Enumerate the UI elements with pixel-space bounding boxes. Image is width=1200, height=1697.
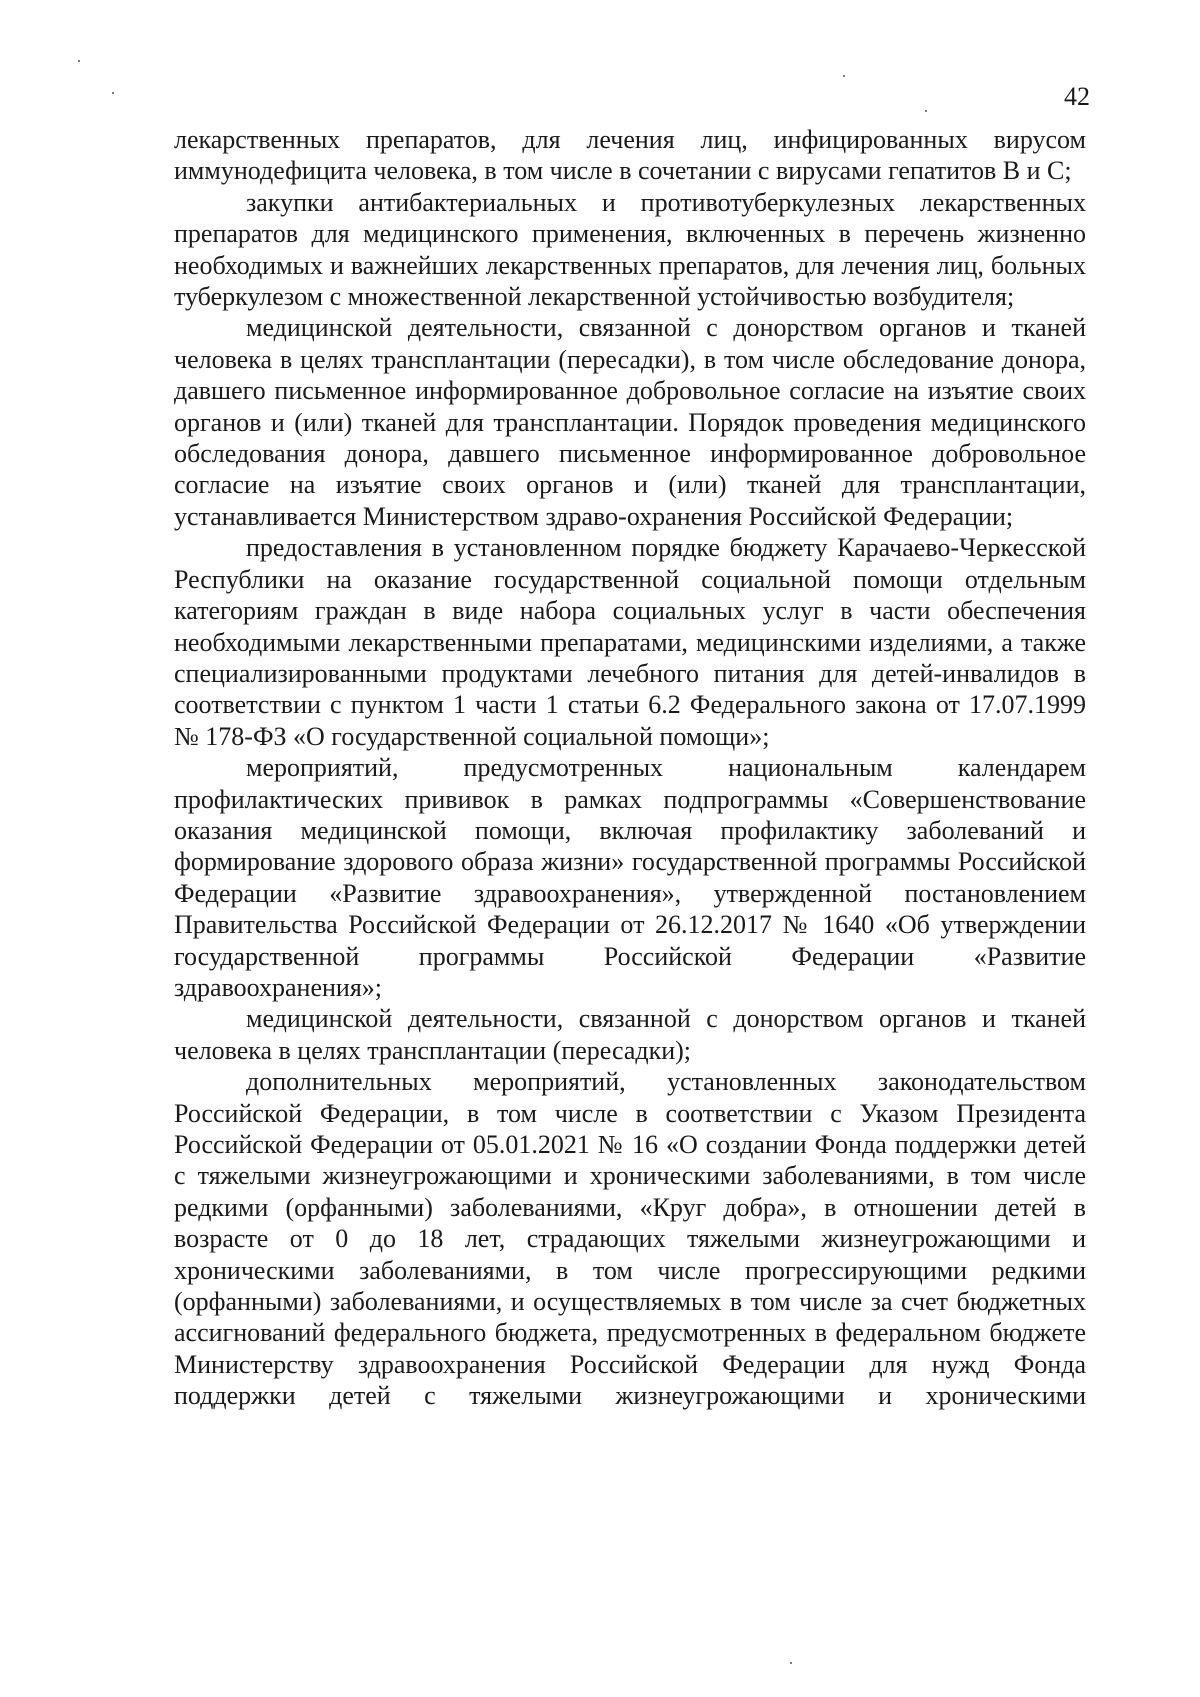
paragraph-4: предоставления в установленном порядке бюджету Карачаево-Черкесской Республики на оказание государственной социальной помощи отдельным категориям граждан в виде набора социальных услуг в части обеспечения необходимыми лекарственными препаратами, медицинскими изделиями, а также специализированными продуктами лечебного питания для детей-инвалидов в соответствии с пунктом 1 части 1 статьи 6.2 Федерального закона от 17.07.1999 № 178-ФЗ «О государственной социальной помощи»; [174,533,1086,751]
paragraph-7: дополнительных мероприятий, установленных законодательством Российской Федерации, в том числе в соответствии с Указом Президента Российской Федерации от 05.01.2021 № 16 «О создании Фонда поддержки детей с тяжелыми жизнеугрожающими и хроническими заболеваниями, в том числе редкими (орфанными) заболеваниями, «Круг добра», в отношении детей в возрасте от 0 до 18 лет, страдающих тяжелыми жизнеугрожающими и хроническими заболеваниями, в том числе прогрессирующими редкими (орфанными) заболеваниями, и осуществляемых в том числе за счет бюджетных ассигнований федерального бюджета, предусмотренных в федеральном бюджете Министерству здравоохранения Российской Федерации для нужд Фонда поддержки детей с тяжелыми жизнеугрожающими и хроническими [174,1067,1086,1411]
paragraph-1: лекарственных препаратов, для лечения лиц, инфицированных вирусом иммунодефицита человека, в том числе в сочетании с вирусами гепатитов В и С; [174,125,1086,186]
scan-speck [790,1662,792,1664]
scan-speck [843,75,845,77]
paragraph-3: медицинской деятельности, связанной с донорством органов и тканей человека в целях трансплантации (пересадки), в том числе обследование донора, давшего письменное информированное добровольное согласие на изъятие своих органов и (или) тканей для трансплантации. Порядок проведения медицинского обследования донора, давшего письменное информированное добровольное согласие на изъятие своих органов и (или) тканей для трансплантации, устанавливается Министерством здраво-охранения Российской Федерации; [174,313,1086,531]
paragraph-2: закупки антибактериальных и противотуберкулезных лекарственных препаратов для медицинского применения, включенных в перечень жизненно необходимых и важнейших лекарственных препаратов, для лечения лиц, больных туберкулезом с множественной лекарственной устойчивостью возбудителя; [174,187,1086,312]
paragraph-5: мероприятий, предусмотренных национальным календарем профилактических прививок в рамках подпрограммы «Совершенствование оказания медицинской помощи, включая профилактику заболеваний и формирование здорового образа жизни» государственной программы Российской Федерации «Развитие здравоохранения», утвержденной постановлением Правительства Российской Федерации от 26.12.2017 № 1640 «Об утверждении государственной программы Российской Федерации «Развитие здравоохранения»; [174,753,1086,1002]
scan-speck [78,60,80,62]
paragraph-6: медицинской деятельности, связанной с донорством органов и тканей человека в целях трансплантации (пересадки); [174,1004,1086,1065]
scan-speck [925,110,927,112]
scan-speck [112,92,114,94]
body-text [174,124,1086,1412]
page-number: 42 [1064,82,1090,111]
